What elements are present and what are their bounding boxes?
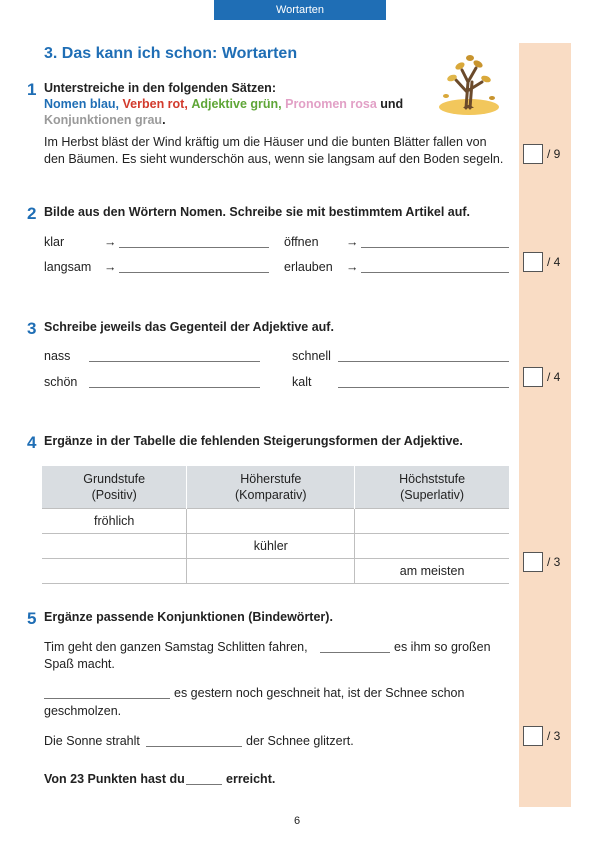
legend-sep: , [278, 97, 282, 111]
table-cell-input[interactable] [187, 559, 355, 584]
task-1-instruction: Unterstreiche in den folgenden Sätzen: [44, 81, 276, 95]
task-5-score [523, 726, 560, 746]
header-hoeherstufe [187, 466, 355, 509]
word-klar: klar [44, 235, 65, 249]
header-grundstufe [42, 466, 187, 509]
task-2-instruction: Bilde aus den Wörtern Nomen. Schreibe sie mit bestimmtem Artikel auf. [44, 205, 471, 219]
score-box[interactable] [523, 367, 543, 387]
answer-field[interactable] [119, 272, 269, 273]
answer-field[interactable] [338, 361, 509, 362]
table-cell: am meisten [355, 559, 509, 584]
header-sublabel: (Superlativ) [400, 488, 465, 502]
header-tab: Wortarten [214, 0, 386, 20]
score-box[interactable] [523, 552, 543, 572]
task-3-instruction: Schreibe jeweils das Gegenteil der Adjektive auf. [44, 320, 334, 334]
table-cell-input[interactable] [42, 534, 187, 559]
task-3-score [523, 367, 560, 387]
task-1-legend [44, 97, 403, 111]
task-5-instruction: Ergänze passende Konjunktionen (Bindewörter). [44, 610, 333, 624]
arrow-icon: → [346, 260, 359, 274]
header-label: Höchststufe [399, 472, 466, 486]
table-row [42, 559, 509, 584]
comparison-table [42, 466, 509, 584]
task-5-number: 5 [27, 609, 37, 628]
answer-field[interactable] [89, 361, 260, 362]
legend-sep: , [184, 97, 188, 111]
total-points-field[interactable] [186, 784, 222, 785]
answer-field[interactable] [146, 746, 242, 747]
score-max: / 3 [547, 729, 561, 743]
word-nass: nass [44, 349, 71, 363]
table-row [42, 534, 509, 559]
score-box[interactable] [523, 144, 543, 164]
sentence-1-part2: es ihm so großen [394, 640, 491, 654]
arrow-icon: → [346, 235, 359, 249]
table-row [42, 509, 509, 534]
score-max: / 4 [547, 370, 561, 384]
header-sublabel: (Komparativ) [235, 488, 307, 502]
score-box[interactable] [523, 726, 543, 746]
sentence-1-part1: Tim geht den ganzen Samstag Schlitten fahren, [44, 640, 308, 654]
legend-pronomen: Pronomen rosa [285, 97, 377, 111]
header-label: Höherstufe [240, 472, 302, 486]
header-label: Grundstufe [83, 472, 146, 486]
answer-field[interactable] [361, 247, 509, 248]
total-part1: Von 23 Punkten hast du [44, 772, 185, 786]
table-cell: fröhlich [42, 509, 187, 534]
legend-sep: , [115, 97, 120, 111]
task-4-instruction: Ergänze in der Tabelle die fehlenden Steigerungsformen der Adjektive. [44, 434, 463, 448]
legend-adjektive: Adjektive grün [191, 97, 279, 111]
table-header-row [42, 466, 509, 509]
task-4-number: 4 [27, 433, 37, 452]
word-schoen: schön [44, 375, 78, 389]
autumn-tree-icon [434, 52, 504, 116]
answer-field[interactable] [361, 272, 509, 273]
legend-nomen: Nomen blau [44, 97, 116, 111]
task-1-number: 1 [27, 80, 37, 99]
word-kalt: kalt [292, 375, 312, 389]
table-cell-input[interactable] [355, 509, 509, 534]
sentence-3-part2: der Schnee glitzert. [246, 734, 354, 748]
word-erlauben: erlauben [284, 260, 333, 274]
total-part2: erreicht. [226, 772, 276, 786]
task-1-score [523, 144, 560, 164]
arrow-icon: → [104, 260, 117, 274]
word-langsam: langsam [44, 260, 92, 274]
sentence-3-part1: Die Sonne strahlt [44, 734, 140, 748]
task-1-text-line1: Im Herbst bläst der Wind kräftig um die Häuser und die bunten Blätter fallen von [44, 135, 487, 149]
table-cell-input[interactable] [187, 509, 355, 534]
answer-field[interactable] [89, 387, 260, 388]
word-schnell: schnell [292, 349, 331, 363]
legend-period: . [162, 113, 166, 127]
answer-field[interactable] [320, 652, 390, 653]
table-cell-input[interactable] [355, 534, 509, 559]
page-number: 6 [294, 815, 301, 827]
task-4-score [523, 552, 560, 572]
table-cell: kühler [187, 534, 355, 559]
score-box[interactable] [523, 252, 543, 272]
header-hoechststufe [355, 466, 509, 509]
word-oeffnen: öffnen [284, 235, 319, 249]
task-1-text-line2: den Bäumen. Es sieht wunderschön aus, wenn sie langsam auf den Boden segeln. [44, 152, 504, 166]
task-1-legend-line2 [44, 113, 166, 127]
task-2-number: 2 [27, 204, 37, 223]
sentence-2-line2: geschmolzen. [44, 704, 122, 718]
task-2-score [523, 252, 560, 272]
header-sublabel: (Positiv) [91, 488, 137, 502]
score-max: / 4 [547, 255, 561, 269]
score-max: / 9 [547, 147, 561, 161]
page-title: 3. Das kann ich schon: Wortarten [44, 45, 298, 62]
answer-field[interactable] [44, 698, 170, 699]
arrow-icon: → [104, 235, 117, 249]
score-max: / 3 [547, 555, 561, 569]
legend-verben: Verben rot [122, 97, 185, 111]
table-cell-input[interactable] [42, 559, 187, 584]
legend-und: und [380, 97, 404, 111]
sentence-1-line2: Spaß macht. [44, 657, 115, 671]
sentence-2-part1: es gestern noch geschneit hat, ist der Schnee schon [174, 686, 465, 700]
task-3-number: 3 [27, 319, 37, 338]
legend-konjunktionen: Konjunktionen grau [44, 113, 163, 127]
answer-field[interactable] [119, 247, 269, 248]
answer-field[interactable] [338, 387, 509, 388]
